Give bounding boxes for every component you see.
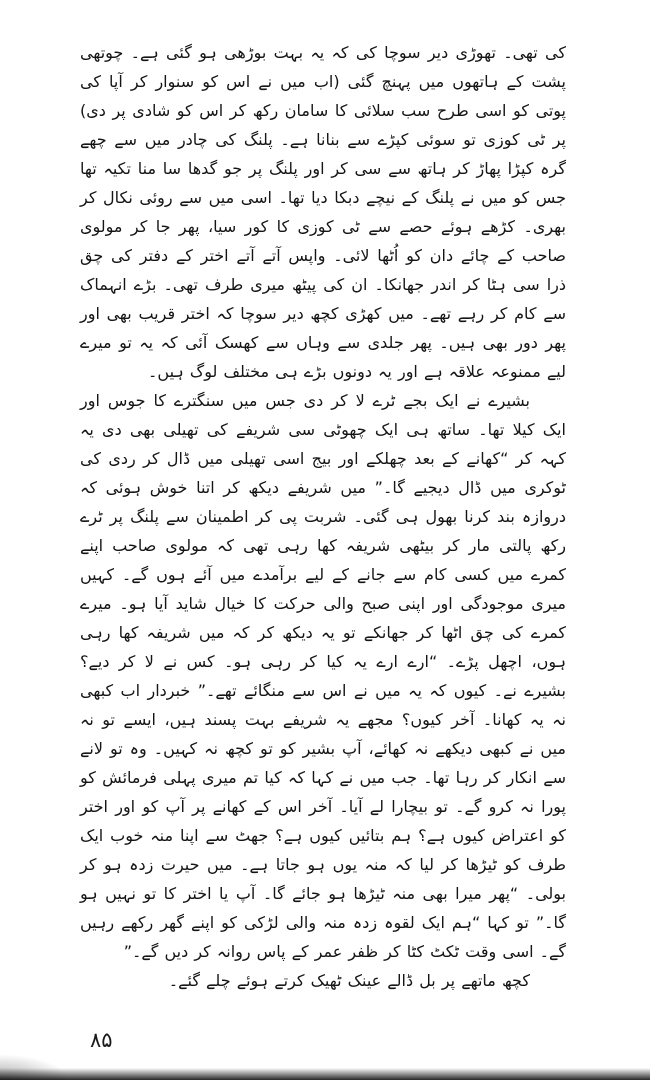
- page-number: ۸۵: [90, 1028, 113, 1052]
- paragraph-main: بشیرے نے ایک بجے ٹرے لا کر دی جس میں سنگترے کا جوس اور ایک کیلا تھا۔ ساتھ ہی ایک چھوٹی سی شریفے کی تھیلی بھی دی یہ کہہ کر “کھانے کے بعد چھلکے اور بیج اسی تھیلی میں ڈال کر ردی کی ٹوکری میں ڈال دیجیے گا۔” میں شریفے دیکھ کر اتنا خوش ہوئی کہ دروازہ بند کرنا بھول ہی گئی۔ شربت پی کر اطمینان سے پلنگ پر ٹرے رکھ پالتی مار کر بیٹھی شریفہ کھا رہی تھی کہ مولوی صاحب اپنے کمرے میں کسی کام سے جانے کے لیے برآمدے میں آئے ہوں گے۔ کہیں میری موجودگی اور اپنی صبح والی حرکت کا خیال شاید آیا ہو۔ میرے کمرے کی چق اٹھا کر جھانکے تو یہ دیکھ کر کہ میں شریفہ کھا رہی ہوں، اچھل پڑے۔ “ارے ارے یہ کیا کر رہی ہو۔ کس نے لا کر دیے؟ بشیرے نے۔ کیوں کہ یہ میں نے اس سے منگائے تھے۔” خبردار اب کبھی نہ یہ کھانا۔ آخر کیوں؟ مجھے یہ شریفے بہت پسند ہیں، ایسے تو نہ میں نے کبھی دیکھے نہ کھائے، آپ بشیر کو تو کچھ نہ کہیں۔ وہ تو لانے سے انکار کر رہا تھا۔ جب میں نے کہا کہ کیا تم میری پہلی فرمائش کو پورا نہ کرو گے۔ تو بیچارا لے آیا۔ آخر اس کے کھانے پر آپ کو اور اختر کو اعتراض کیوں ہے؟ ہم بتائیں کیوں ہے؟ جھٹ سے اپنا منہ خوب ایک طرف کو ٹیڑھا کر لیا کہ منہ یوں ہو جاتا ہے۔ میں حیرت زدہ ہو کر بولی۔ “پھر میرا بھی منہ ٹیڑھا ہو جائے گا۔ آپ یا اختر کا تو نہیں ہو گا۔” تو کہا “ہم ایک لقوہ زدہ منہ والی لڑکی کو اپنے گھر رکھے رہیں گے۔ اسی وقت ٹکٹ کٹا کر ظفر عمر کے پاس روانہ کر دیں گے۔”: [80, 391, 566, 961]
- paragraph-closing: کچھ ماتھے پر بل ڈالے عینک ٹھیک کرتے ہوئے چلے گئے۔: [168, 971, 530, 990]
- scan-bottom-edge: [0, 1068, 650, 1080]
- page-text-block: [80, 38, 566, 995]
- paragraph-continuation: کی تھی۔ تھوڑی دیر سوچا کی کہ یہ بہت بوڑھی ہو گئی ہے۔ چوتھی پشت کے ہاتھوں میں پہنچ گئی (اب میں نے اس کو سنوار کر آپا کی پوتی کو اسی طرح سب سلائی کا سامان رکھ کر اس کو شادی پر دی) پر ٹی کوزی تو سوئی کپڑے سے بنانا ہے۔ پلنگ کی چادر میں سے چھے گرہ کپڑا پھاڑ کر ہاتھ سے سی کر اور پلنگ پر جو گدھا سا منا تکیہ تھا جس کو میں نے پلنگ کے نیچے دبکا دیا تھا۔ اسی میں سے روئی نکال کر بھری۔ کڑھے ہوئے حصے سے ٹی کوزی کا کور سیا، پھر جا کر مولوی صاحب کے چائے دان کو اُٹھا لائی۔ واپس آتے آتے اختر کے دفتر کی چق ذرا سی ہٹا کر اندر جھانکا۔ ان کی پیٹھ میری طرف تھی۔ بڑے انہماک سے کام کر رہے تھے۔ میں کھڑی کچھ دیر سوچا کہ اختر قریب بھی اور پھر دور بھی ہیں۔ پھر جلدی سے وہاں سے کھسک آئی کہ یہ تو میرے لیے ممنوعہ علاقہ ہے اور یہ دونوں بڑے ہی مختلف لوگ ہیں۔: [80, 43, 567, 381]
